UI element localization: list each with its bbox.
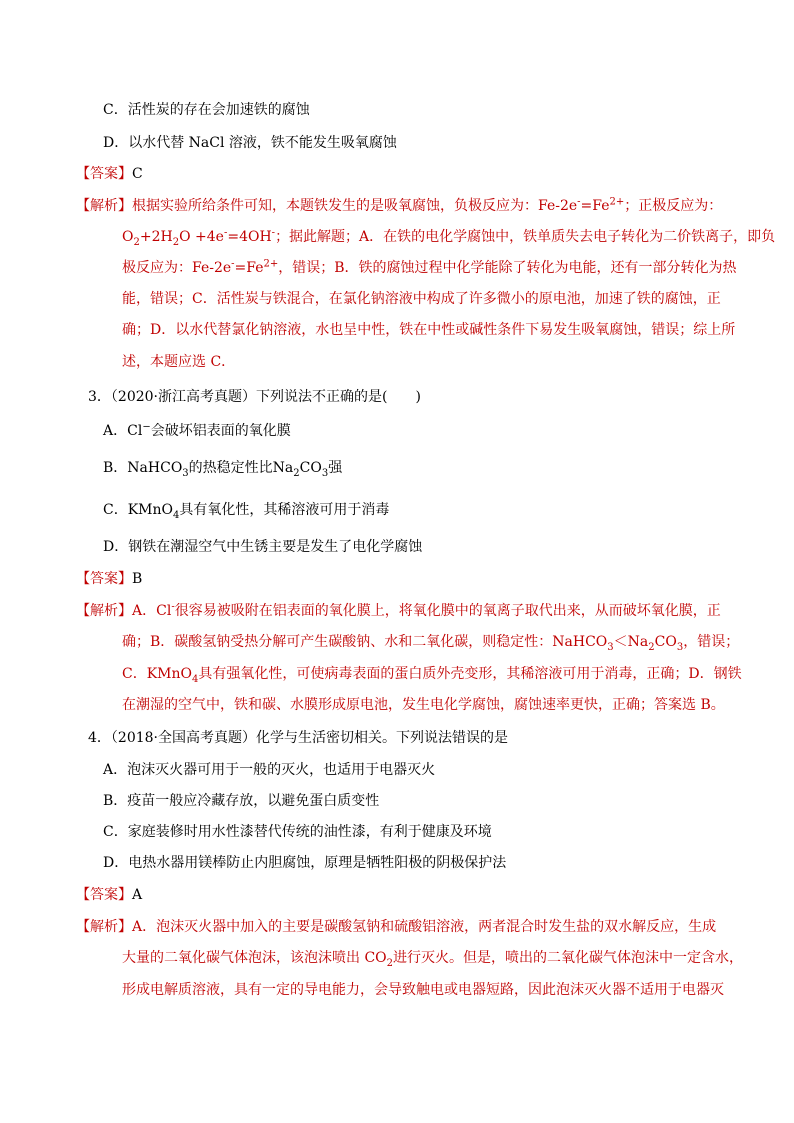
q3-analysis-line-3: C．KMnO$_4$具有强氧化性，可使病毒表面的蛋白质外壳变形，其稀溶液可用于消毒，正确；D．钢铁 bbox=[122, 666, 742, 685]
q3-analysis-line-2: 确；B．碳酸氢钠受热分解可产生碳酸钠、水和二氧化碳，则稳定性：$NaHCO_3<Na_2CO_3$，错误； bbox=[122, 634, 740, 653]
q2-analysis-line-3: 极反应为：$Fe-2e^-=Fe^{2+}$，错误；B．铁的腐蚀过程中化学能除了转化为电能，还有一部分转化为热 bbox=[122, 258, 737, 276]
q4-option-c: C．家庭装修时用水性漆替代传统的油性漆，有利于健康及环境 bbox=[103, 824, 492, 840]
q3-option-a: A．Cl−会破坏铝表面的氧化膜 bbox=[103, 421, 291, 439]
q2-analysis-line-2: $O_2+2H_2O +4e^-=4OH^-$；据此解题；A．在铁的电化学腐蚀中，铁单质失去电子转化为二价铁离子，即负 bbox=[122, 227, 776, 248]
answer-value: A bbox=[132, 887, 143, 903]
q2-analysis-line-5: 确；D．以水代替氯化钠溶液，水也呈中性，铁在中性或碱性条件下易发生吸氧腐蚀，错误；综上所 bbox=[122, 322, 736, 338]
q2-analysis-line-1 bbox=[76, 196, 722, 216]
analysis-text: 根据实验所给条件可知，本题铁发生的是吸氧腐蚀，负极反应为：$Fe-2e^-=Fe^{2+}$；正极反应为： bbox=[132, 196, 723, 214]
q3-header: 3．（2020·浙江高考真题）下列说法不正确的是( ) bbox=[88, 389, 421, 405]
q4-option-d: D．电热水器用镁棒防止内胆腐蚀，原理是牺牲阳极的阴极保护法 bbox=[103, 855, 507, 871]
analysis-text: A．Cl-很容易被吸附在铝表面的氧化膜上，将氧化膜中的氧离子取代出来，从而破坏氧化膜，正 bbox=[132, 601, 721, 619]
answer-value: C bbox=[132, 166, 143, 182]
answer-label: 【答案】 bbox=[76, 887, 132, 903]
q4-analysis-line-1 bbox=[76, 917, 716, 937]
q3-option-d: D．钢铁在潮湿空气中生锈主要是发生了电化学腐蚀 bbox=[103, 539, 423, 555]
analysis-label: 【解析】 bbox=[76, 198, 132, 214]
q4-analysis-line-2: 大量的二氧化碳气体泡沫，该泡沫喷出 $CO_2$进行灭火。但是，喷出的二氧化碳气体泡沫中一定含水， bbox=[122, 950, 744, 969]
q2-analysis-line-4: 能，错误；C．活性炭与铁混合，在氯化钠溶液中构成了许多微小的原电池，加速了铁的腐蚀，正 bbox=[122, 291, 721, 307]
q3-option-b: B．NaHCO$_3$的热稳定性比$Na_2CO_3$强 bbox=[103, 460, 343, 479]
q2-option-c: C．活性炭的存在会加速铁的腐蚀 bbox=[103, 102, 310, 118]
analysis-label: 【解析】 bbox=[76, 603, 132, 619]
answer-value: B bbox=[132, 571, 143, 587]
q4-option-a: A．泡沫灭火器可用于一般的灭火，也适用于电器灭火 bbox=[103, 762, 436, 778]
q4-analysis-line-3: 形成电解质溶液，具有一定的导电能力，会导致触电或电器短路，因此泡沫灭火器不适用于电器灭 bbox=[122, 982, 724, 998]
analysis-label: 【解析】 bbox=[76, 919, 132, 935]
q3-analysis-line-4: 在潮湿的空气中，铁和碳、水膜形成原电池，发生电化学腐蚀，腐蚀速率更快，正确；答案选 B。 bbox=[122, 697, 725, 713]
q3-option-c: C．KMnO$_4$具有氧化性，其稀溶液可用于消毒 bbox=[103, 502, 390, 521]
q3-analysis-line-1 bbox=[76, 601, 721, 621]
q2-option-d: D．以水代替 NaCl 溶液，铁不能发生吸氧腐蚀 bbox=[103, 135, 397, 151]
q2-analysis-line-6: 述，本题应选 C． bbox=[122, 354, 236, 370]
q2-answer bbox=[76, 164, 143, 184]
q4-header: 4．（2018·全国高考真题）化学与生活密切相关。下列说法错误的是 bbox=[88, 730, 508, 746]
q4-option-b: B．疫苗一般应冷藏存放，以避免蛋白质变性 bbox=[103, 793, 380, 809]
q3-answer bbox=[76, 569, 142, 589]
answer-label: 【答案】 bbox=[76, 166, 132, 182]
answer-label: 【答案】 bbox=[76, 571, 132, 587]
analysis-text: A．泡沫灭火器中加入的主要是碳酸氢钠和硫酸铝溶液，两者混合时发生盐的双水解反应，生成 bbox=[132, 919, 717, 935]
q4-answer bbox=[76, 885, 142, 905]
